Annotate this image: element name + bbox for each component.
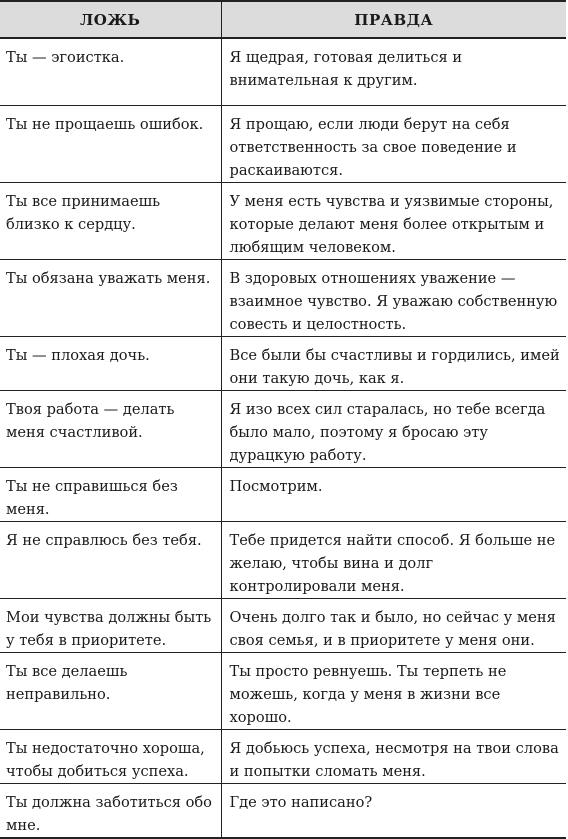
truth-text: Ты просто ревнуешь. Ты терпеть не можешь, когда у меня в жизни все хорошо.: [229, 662, 507, 726]
lie-text: Ты не справишься без меня.: [6, 477, 178, 518]
lie-cell: [0, 38, 221, 105]
truth-text: Я изо всех сил старалась, но тебе всегда было мало, поэтому я бросаю эту дурацкую работу.: [229, 400, 546, 464]
truth-cell: [221, 783, 566, 838]
truth-cell: [221, 182, 566, 259]
truth-text: Я щедрая, готовая делиться и внимательная к другим.: [229, 49, 463, 89]
lie-text: Ты — эгоистка.: [6, 49, 125, 66]
header-row: [0, 1, 566, 38]
lie-text: Ты не прощаешь ошибок.: [6, 115, 204, 133]
truth-text: Я прощаю, если люди берут на себя ответственность за свое поведение и раскаиваются.: [229, 115, 517, 179]
truth-cell: [221, 729, 566, 783]
table-row: [0, 652, 566, 729]
truth-text: В здоровых отношениях уважение — взаимное чувство. Я уважаю собственную совесть и целостность.: [229, 269, 558, 333]
table-row: [0, 38, 566, 105]
table-row: [0, 390, 566, 467]
truth-text: Очень долго так и было, но сейчас у меня своя семья, и в приоритете у меня они.: [229, 608, 556, 649]
truth-text: Где это написано?: [229, 793, 373, 811]
truth-text: Тебе придется найти способ. Я больше не желаю, чтобы вина и долг контролировали меня.: [229, 531, 556, 595]
lie-text: Ты все делаешь неправильно.: [6, 662, 128, 703]
column-header-lie: ЛОЖЬ: [0, 1, 221, 38]
truth-cell: [221, 38, 566, 105]
truth-cell: [221, 598, 566, 652]
table-row: [0, 336, 566, 390]
lie-cell: [0, 467, 221, 521]
table-row: [0, 783, 566, 838]
lie-text: Твоя работа — делать меня счастливой.: [6, 400, 175, 441]
lie-text: Ты все принимаешь близко к сердцу.: [6, 192, 161, 233]
table-row: [0, 729, 566, 783]
table-row: [0, 467, 566, 521]
lie-cell: [0, 259, 221, 336]
truth-cell: [221, 467, 566, 521]
truth-cell: [221, 105, 566, 182]
lie-cell: [0, 652, 221, 729]
table-row: [0, 182, 566, 259]
column-header-truth: ПРАВДА: [221, 1, 566, 38]
truth-text: Все были бы счастливы и гордились, имей они такую дочь, как я.: [229, 346, 560, 387]
lie-cell: [0, 105, 221, 182]
lie-text: Ты обязана уважать меня.: [6, 269, 211, 287]
lie-text: Мои чувства должны быть у тебя в приоритете.: [6, 608, 212, 649]
truth-text: Я добьюсь успеха, несмотря на твои слова и попытки сломать меня.: [229, 739, 559, 780]
lie-cell: [0, 729, 221, 783]
table-row: [0, 521, 566, 598]
lie-text: Ты недостаточно хороша, чтобы добиться успеха.: [6, 739, 205, 780]
truth-cell: [221, 336, 566, 390]
lie-cell: [0, 182, 221, 259]
truth-text: Посмотрим.: [229, 477, 323, 495]
table-row: [0, 259, 566, 336]
table-row: [0, 598, 566, 652]
lie-text: Ты должна заботиться обо мне.: [6, 793, 212, 834]
lie-text: Ты — плохая дочь.: [6, 346, 150, 364]
truth-text: У меня есть чувства и уязвимые стороны, которые делают меня более открытым и любящим человеком.: [229, 192, 554, 256]
lie-cell: [0, 598, 221, 652]
table-header: [0, 1, 566, 38]
truth-cell: [221, 259, 566, 336]
lie-cell: [0, 336, 221, 390]
truth-cell: [221, 390, 566, 467]
lie-text: Я не справлюсь без тебя.: [6, 531, 202, 549]
truth-cell: [221, 652, 566, 729]
table-body: [0, 38, 566, 838]
lie-cell: [0, 521, 221, 598]
lie-cell: [0, 390, 221, 467]
lie-cell: [0, 783, 221, 838]
table-row: [0, 105, 566, 182]
truth-cell: [221, 521, 566, 598]
